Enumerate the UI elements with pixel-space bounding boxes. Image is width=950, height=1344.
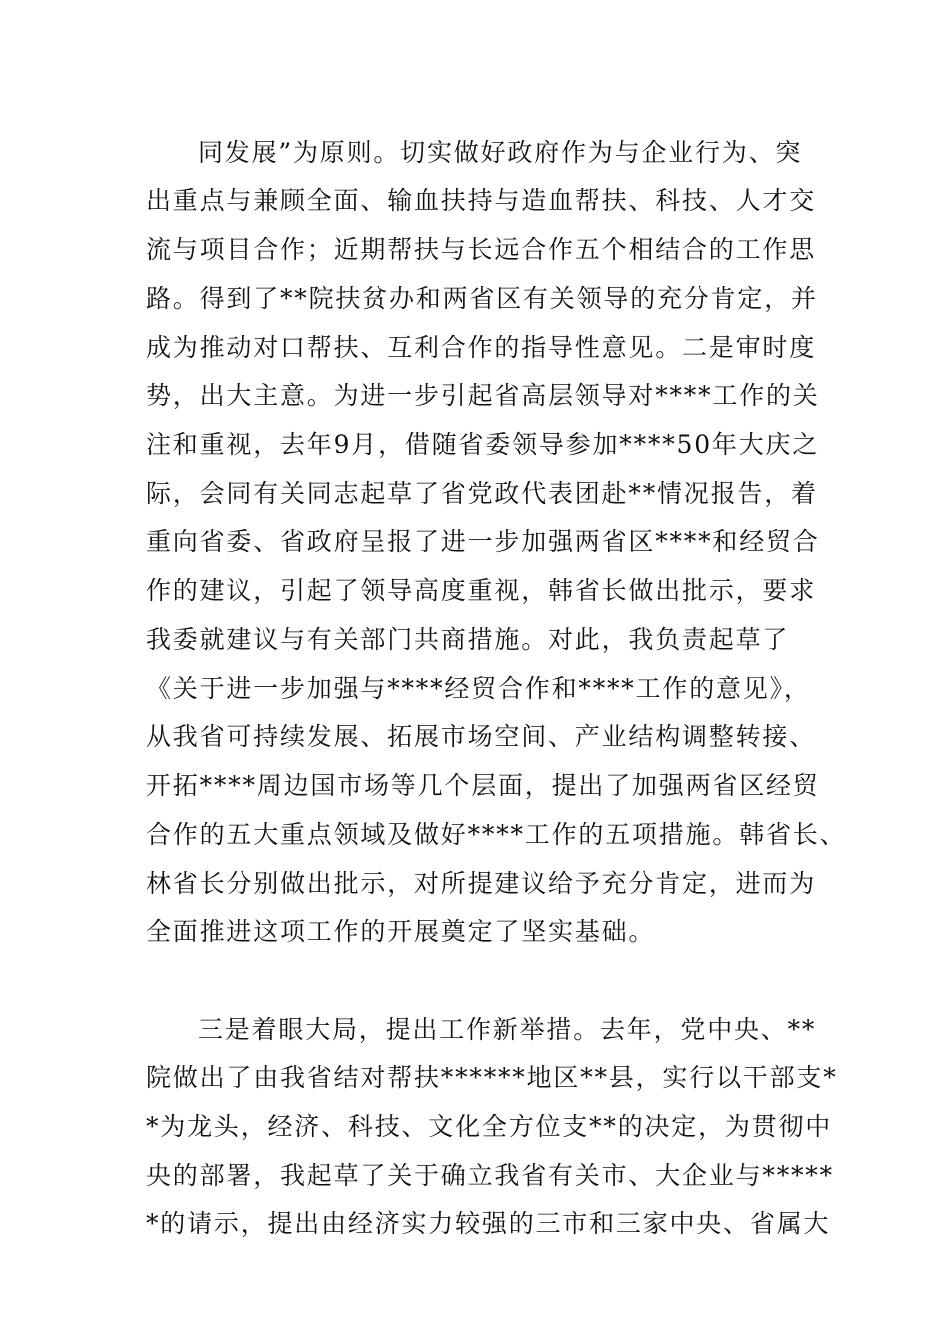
text-line: 林省长分别做出批示，对所提建议给予充分肯定，进而为 xyxy=(146,869,817,898)
text-line: 从我省可持续发展、拓展市场空间、产业结构调整转接、 xyxy=(146,722,817,751)
text-line: 《关于进一步加强与****经贸合作和****工作的意见》， xyxy=(146,674,811,703)
text-line: 合作的五大重点领域及做好****工作的五项措施。韩省长、 xyxy=(146,820,847,849)
text-line: 重向省委、省政府呈报了进一步加强两省区****和经贸合 xyxy=(146,527,820,556)
text-line: 际，会同有关同志起草了省党政代表团赴**情况报告，着 xyxy=(146,479,818,508)
text-line: *的请示，提出由经济实力较强的三市和三家中央、省属大 xyxy=(146,1209,831,1238)
text-line: 作的建议，引起了领导高度重视，韩省长做出批示，要求 xyxy=(146,576,817,605)
text-line: 院做出了由我省结对帮扶******地区**县，实行以干部支* xyxy=(146,1063,838,1092)
text-line: 出重点与兼顾全面、输血扶持与造血帮扶、科技、人才交 xyxy=(146,186,817,215)
text-line: 注和重视，去年9月，借随省委领导参加****50年大庆之 xyxy=(146,430,820,459)
text-line: 三是着眼大局，提出工作新举措。去年，党中央、** xyxy=(198,1015,817,1044)
text-line: 同发展”为原则。切实做好政府作为与企业行为、突 xyxy=(198,138,803,167)
text-line: 我委就建议与有关部门共商措施。对此，我负责起草了 xyxy=(146,625,790,654)
text-line: 路。得到了**院扶贫办和两省区有关领导的充分肯定，并 xyxy=(146,284,818,313)
text-line: 势，出大主意。为进一步引起省高层领导对****工作的关 xyxy=(146,381,820,410)
text-line: 成为推动对口帮扶、互利合作的指导性意见。二是审时度 xyxy=(146,333,817,362)
text-line: 全面推进这项工作的开展奠定了坚实基础。 xyxy=(146,917,656,946)
text-line: 央的部署，我起草了关于确立我省有关市、大企业与***** xyxy=(146,1161,834,1190)
text-line: 开拓****周边国市场等几个层面，提出了加强两省区经贸 xyxy=(146,771,820,800)
text-line: 流与项目合作；近期帮扶与长远合作五个相结合的工作思 xyxy=(146,235,817,264)
text-line: *为龙头，经济、科技、文化全方位支**的决定，为贯彻中 xyxy=(146,1112,833,1141)
